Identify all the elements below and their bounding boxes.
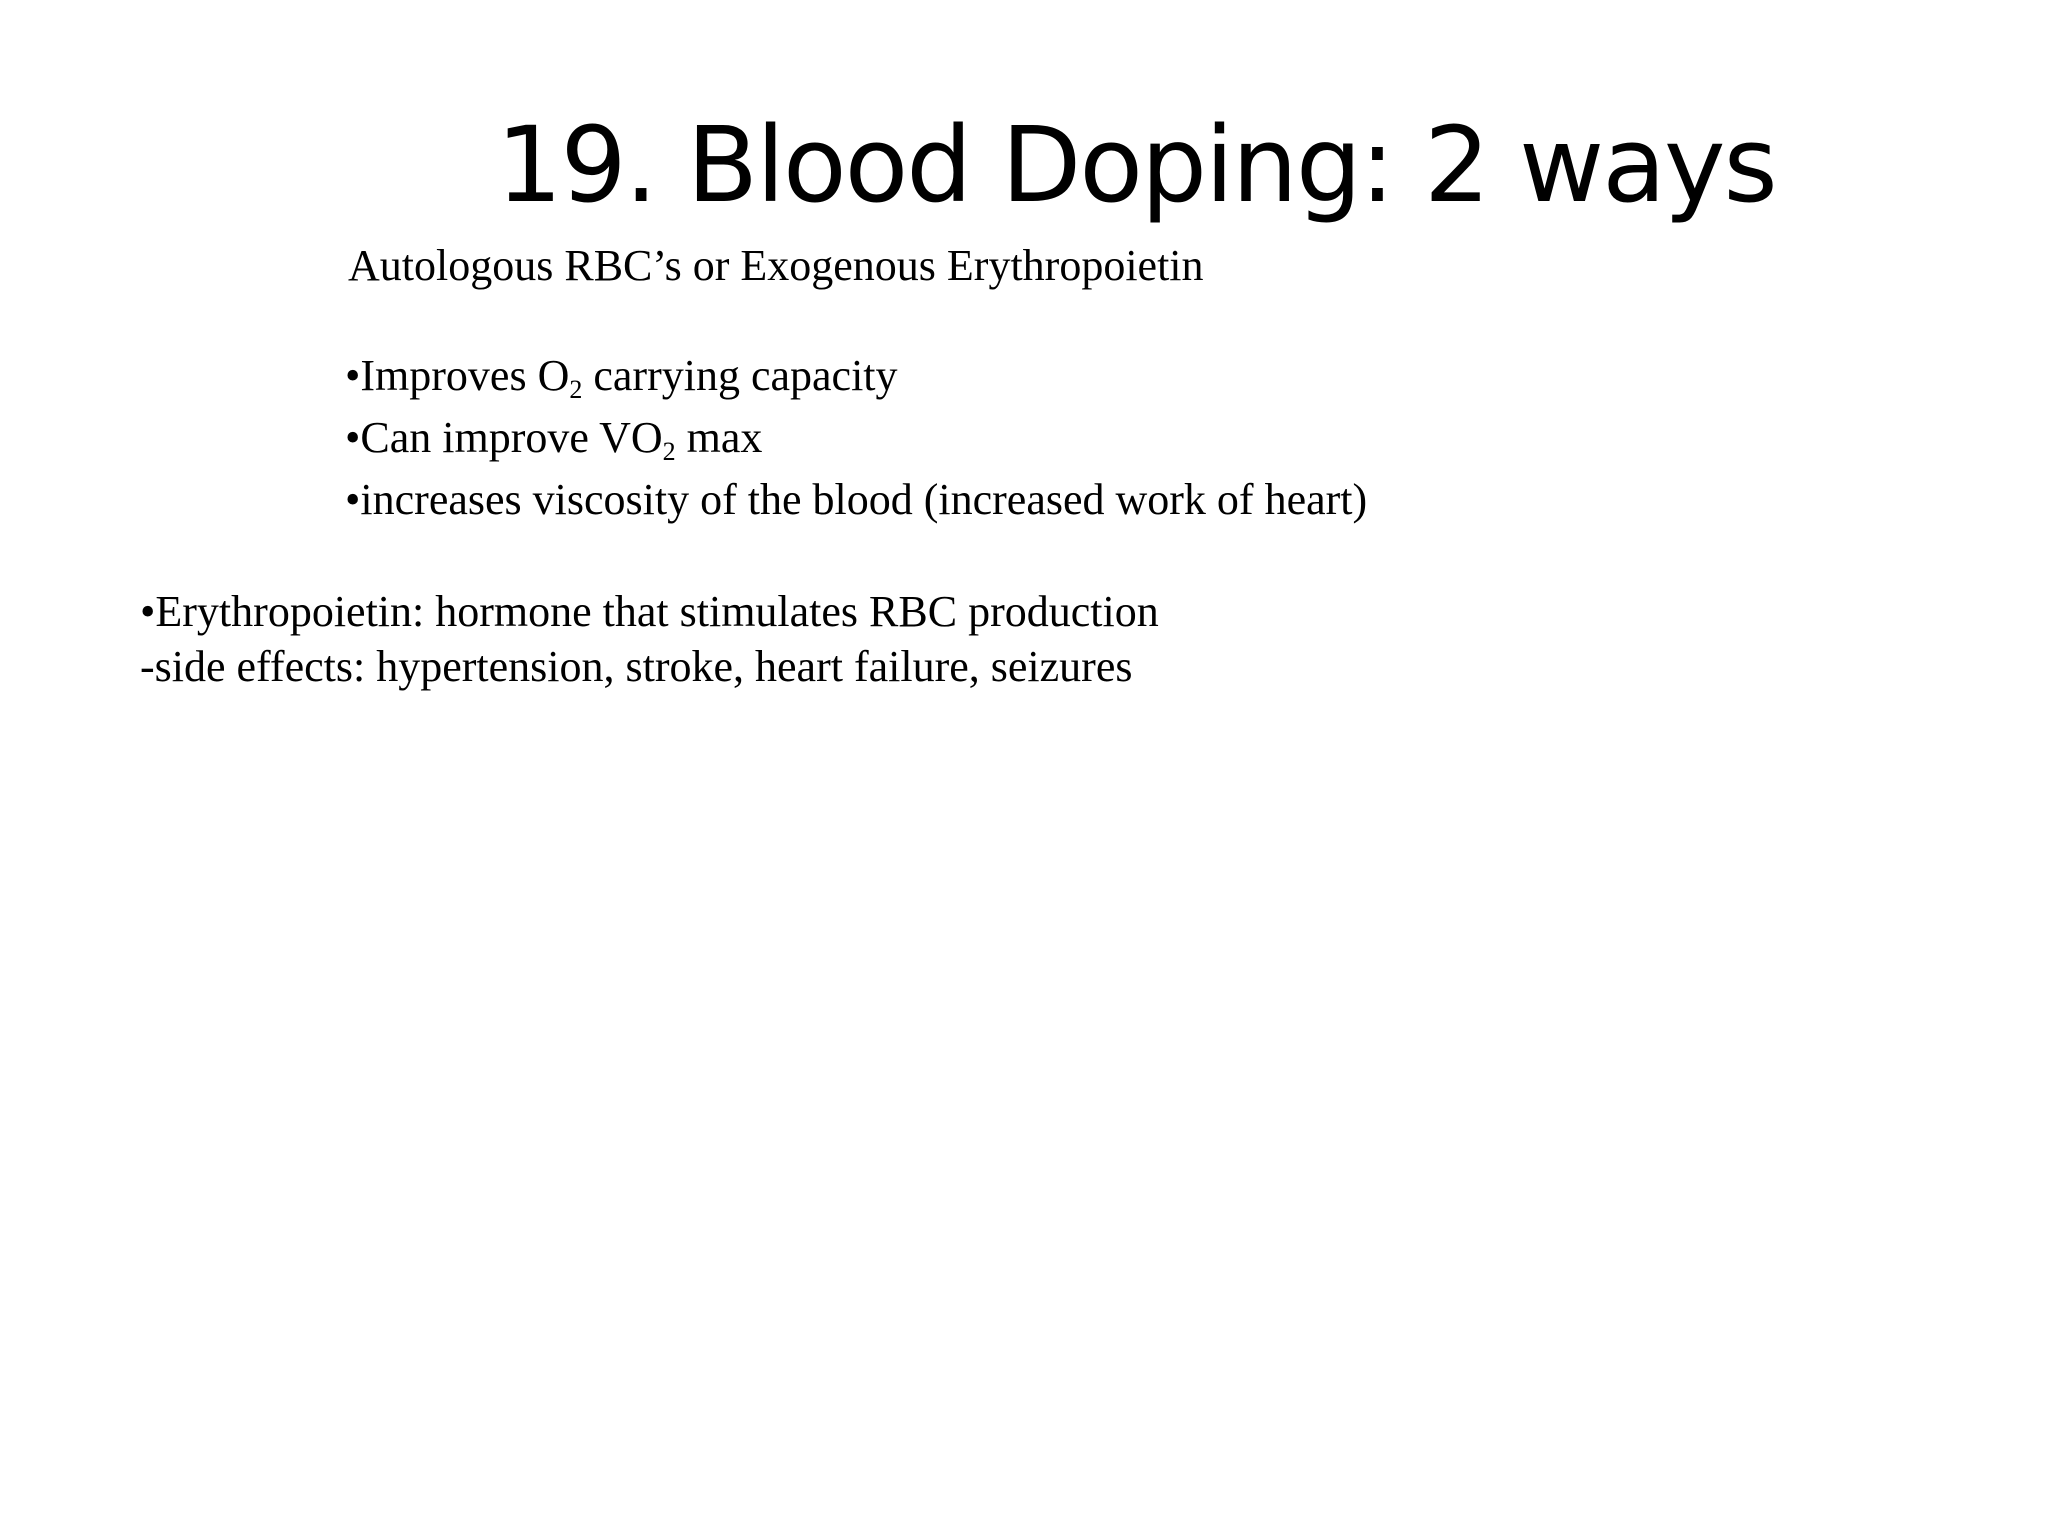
subscript: 2 bbox=[662, 437, 676, 466]
bullet-text: Improves O bbox=[360, 351, 570, 400]
subscript: 2 bbox=[569, 375, 583, 404]
side-effects-line: -side effects: hypertension, stroke, heart failure, seizures bbox=[140, 642, 1133, 691]
slide-title bbox=[0, 104, 2048, 226]
bullet-item bbox=[345, 474, 1367, 536]
bullet-text: Can improve VO bbox=[360, 413, 663, 462]
slide-subtitle: Autologous RBC’s or Exogenous Erythropoietin bbox=[348, 241, 1204, 290]
bullet-text-tail: carrying capacity bbox=[582, 351, 898, 400]
definition-text: Erythropoietin: hormone that stimulates RBC production bbox=[155, 587, 1159, 636]
bullet-list bbox=[345, 350, 1367, 536]
bullet-marker: • bbox=[140, 587, 156, 636]
erythropoietin-definition bbox=[140, 586, 1159, 641]
bullet-marker: • bbox=[345, 351, 361, 400]
bullet-marker: • bbox=[345, 413, 361, 462]
bullet-text: increases viscosity of the blood (increased work of heart) bbox=[360, 475, 1368, 524]
bullet-item bbox=[345, 412, 1367, 474]
bullet-item bbox=[345, 350, 1367, 412]
bullet-marker: • bbox=[345, 475, 361, 524]
erythropoietin-block bbox=[140, 586, 1159, 696]
bullet-text-tail: max bbox=[675, 413, 763, 462]
slide-title-text: 19. Blood Doping: 2 ways bbox=[496, 104, 1776, 226]
